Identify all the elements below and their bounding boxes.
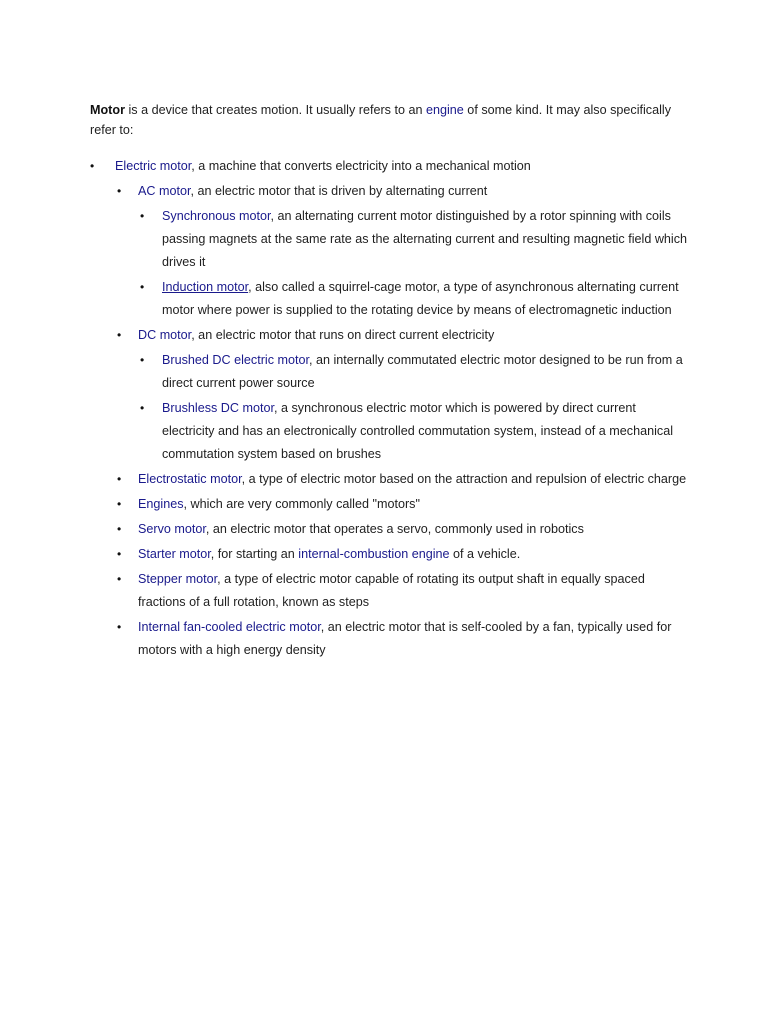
induction-motor-link[interactable]: Induction motor bbox=[162, 280, 249, 294]
fan-cooled-motor-link[interactable]: Internal fan-cooled electric motor bbox=[138, 620, 321, 634]
bullet-icon: • bbox=[140, 353, 145, 367]
list-item-brushless-dc-motor bbox=[138, 397, 690, 466]
servo-motor-link[interactable]: Servo motor bbox=[138, 522, 206, 536]
engines-desc: , which are very commonly called "motors" bbox=[183, 497, 420, 511]
stepper-motor-link[interactable]: Stepper motor bbox=[138, 572, 218, 586]
starter-motor-desc-1: , for starting an bbox=[210, 547, 299, 561]
electric-motor-link[interactable]: Electric motor bbox=[115, 159, 192, 173]
list-item-ac-motor bbox=[115, 180, 690, 322]
dc-motor-desc: , an electric motor that runs on direct current electricity bbox=[191, 328, 495, 342]
bullet-icon: • bbox=[117, 472, 122, 486]
ac-motor-desc: , an electric motor that is driven by alternating current bbox=[190, 184, 488, 198]
bullet-icon: • bbox=[117, 328, 122, 342]
electrostatic-motor-link[interactable]: Electrostatic motor bbox=[138, 472, 242, 486]
engine-link[interactable]: engine bbox=[425, 103, 464, 117]
list-item-brushed-dc-motor bbox=[138, 349, 690, 395]
stepper-motor-desc: , a type of electric motor capable of rotating its output shaft in equally spaced fractions of a full rotation, known as steps bbox=[138, 572, 645, 609]
bullet-icon: • bbox=[90, 159, 95, 173]
bullet-icon: • bbox=[117, 572, 122, 586]
synchronous-motor-link[interactable]: Synchronous motor bbox=[162, 209, 271, 223]
bullet-icon: • bbox=[117, 522, 122, 536]
bullet-icon: • bbox=[140, 401, 145, 415]
list-item-synchronous-motor bbox=[138, 205, 690, 274]
list-item-stepper-motor bbox=[115, 568, 690, 614]
brushless-dc-motor-desc: , a synchronous electric motor which is powered by direct current electricity and has an electronically controlled commutation system, instead of a mechanical commutation system based on brushes bbox=[162, 401, 673, 461]
electrostatic-motor-desc: , a type of electric motor based on the attraction and repulsion of electric charge bbox=[241, 472, 687, 486]
induction-motor-desc: , also called a squirrel-cage motor, a type of asynchronous alternating current motor where power is supplied to the rotating device by means of electromagnetic induction bbox=[162, 280, 679, 317]
servo-motor-desc: , an electric motor that operates a servo, commonly used in robotics bbox=[205, 522, 584, 536]
bullet-icon: • bbox=[117, 497, 122, 511]
bullet-icon: • bbox=[117, 547, 122, 561]
synchronous-motor-desc: , an alternating current motor distinguished by a rotor spinning with coils passing magnets at the same rate as the alternating current and resulting magnetic field which drives it bbox=[162, 209, 688, 269]
intro-paragraph bbox=[90, 100, 690, 140]
electric-motor-sublist bbox=[115, 180, 690, 662]
starter-motor-link[interactable]: Starter motor bbox=[138, 547, 211, 561]
motor-list bbox=[90, 155, 690, 664]
ac-motor-sublist bbox=[138, 205, 690, 322]
electric-motor-desc: , a machine that converts electricity into a mechanical motion bbox=[191, 159, 531, 173]
list-item-induction-motor bbox=[138, 276, 690, 322]
dc-motor-sublist bbox=[138, 349, 690, 466]
list-item-starter-motor bbox=[115, 543, 690, 566]
list-item-dc-motor bbox=[115, 324, 690, 466]
list-item-engines bbox=[115, 493, 690, 516]
intro-text-1: is a device that creates motion. It usually refers to an bbox=[124, 103, 426, 117]
list-item-electrostatic-motor bbox=[115, 468, 690, 491]
list-item-electric-motor bbox=[90, 155, 690, 662]
intro-text-2: of some kind. It may also specifically refer to: bbox=[90, 103, 671, 137]
bullet-icon: • bbox=[117, 184, 122, 198]
bullet-icon: • bbox=[140, 280, 145, 294]
dc-motor-link[interactable]: DC motor bbox=[138, 328, 192, 342]
starter-motor-desc-2: of a vehicle. bbox=[449, 547, 521, 561]
brushed-dc-motor-link[interactable]: Brushed DC electric motor bbox=[162, 353, 309, 367]
ac-motor-link[interactable]: AC motor bbox=[138, 184, 191, 198]
brushless-dc-motor-link[interactable]: Brushless DC motor bbox=[162, 401, 274, 415]
list-item-servo-motor bbox=[115, 518, 690, 541]
engines-link[interactable]: Engines bbox=[138, 497, 184, 511]
fan-cooled-motor-desc: , an electric motor that is self-cooled by a fan, typically used for motors with a high energy density bbox=[138, 620, 672, 657]
internal-combustion-engine-link[interactable]: internal-combustion engine bbox=[298, 547, 450, 561]
list-item-fan-cooled-motor bbox=[115, 616, 690, 662]
bullet-icon: • bbox=[140, 209, 145, 223]
brushed-dc-motor-desc: , an internally commutated electric motor designed to be run from a direct current power source bbox=[162, 353, 683, 390]
bullet-icon: • bbox=[117, 620, 122, 634]
intro-term: Motor bbox=[90, 103, 125, 117]
